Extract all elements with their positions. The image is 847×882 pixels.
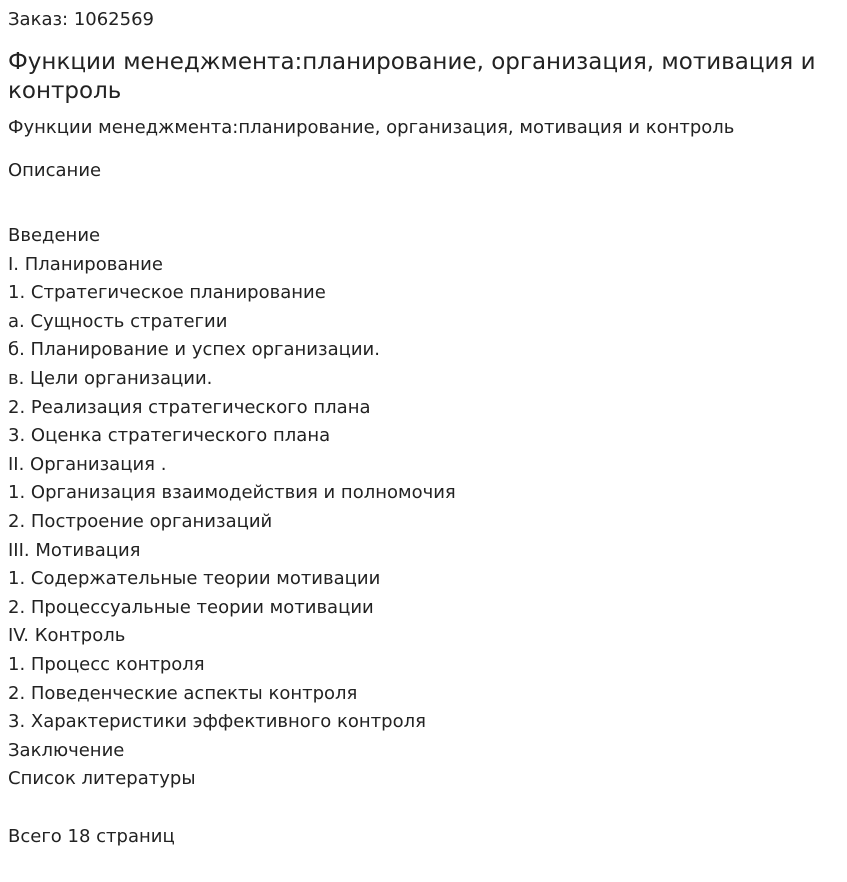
toc-item: IV. Контроль [8, 625, 126, 647]
toc-item: Заключение [8, 739, 125, 761]
toc-item: 1. Процесс контроля [8, 653, 205, 675]
toc-item: б. Планирование и успех организации. [8, 339, 380, 361]
toc-item: Список литературы [8, 768, 196, 790]
page-subtitle: Функции менеджмента:планирование, организация, мотивация и контроль [8, 117, 735, 138]
toc-item: 1. Организация взаимодействия и полномочия [8, 482, 456, 504]
toc-item: 3. Оценка стратегического плана [8, 425, 331, 447]
total-pages: Всего 18 страниц [8, 825, 175, 847]
table-of-contents [8, 222, 839, 794]
toc-item: Введение [8, 225, 101, 246]
toc-item: 2. Процессуальные теории мотивации [8, 596, 374, 618]
toc-item: 1. Содержательные теории мотивации [8, 568, 381, 590]
toc-item: I. Планирование [8, 253, 163, 275]
order-number: Заказ: 1062569 [8, 9, 154, 30]
toc-item: а. Сущность стратегии [8, 310, 228, 332]
toc-item: в. Цели организации. [8, 367, 213, 389]
toc-item: III. Мотивация [8, 539, 141, 561]
toc-item: II. Организация . [8, 453, 167, 475]
toc-item: 2. Реализация стратегического плана [8, 396, 371, 418]
page-title: Функции менеджмента:планирование, организация, мотивация и контроль [8, 49, 816, 104]
toc-item: 2. Поведенческие аспекты контроля [8, 682, 358, 704]
toc-item: 1. Стратегическое планирование [8, 282, 326, 304]
toc-item: 3. Характеристики эффективного контроля [8, 711, 426, 733]
toc-item: 2. Построение организаций [8, 510, 273, 532]
description-heading: Описание [8, 160, 102, 181]
